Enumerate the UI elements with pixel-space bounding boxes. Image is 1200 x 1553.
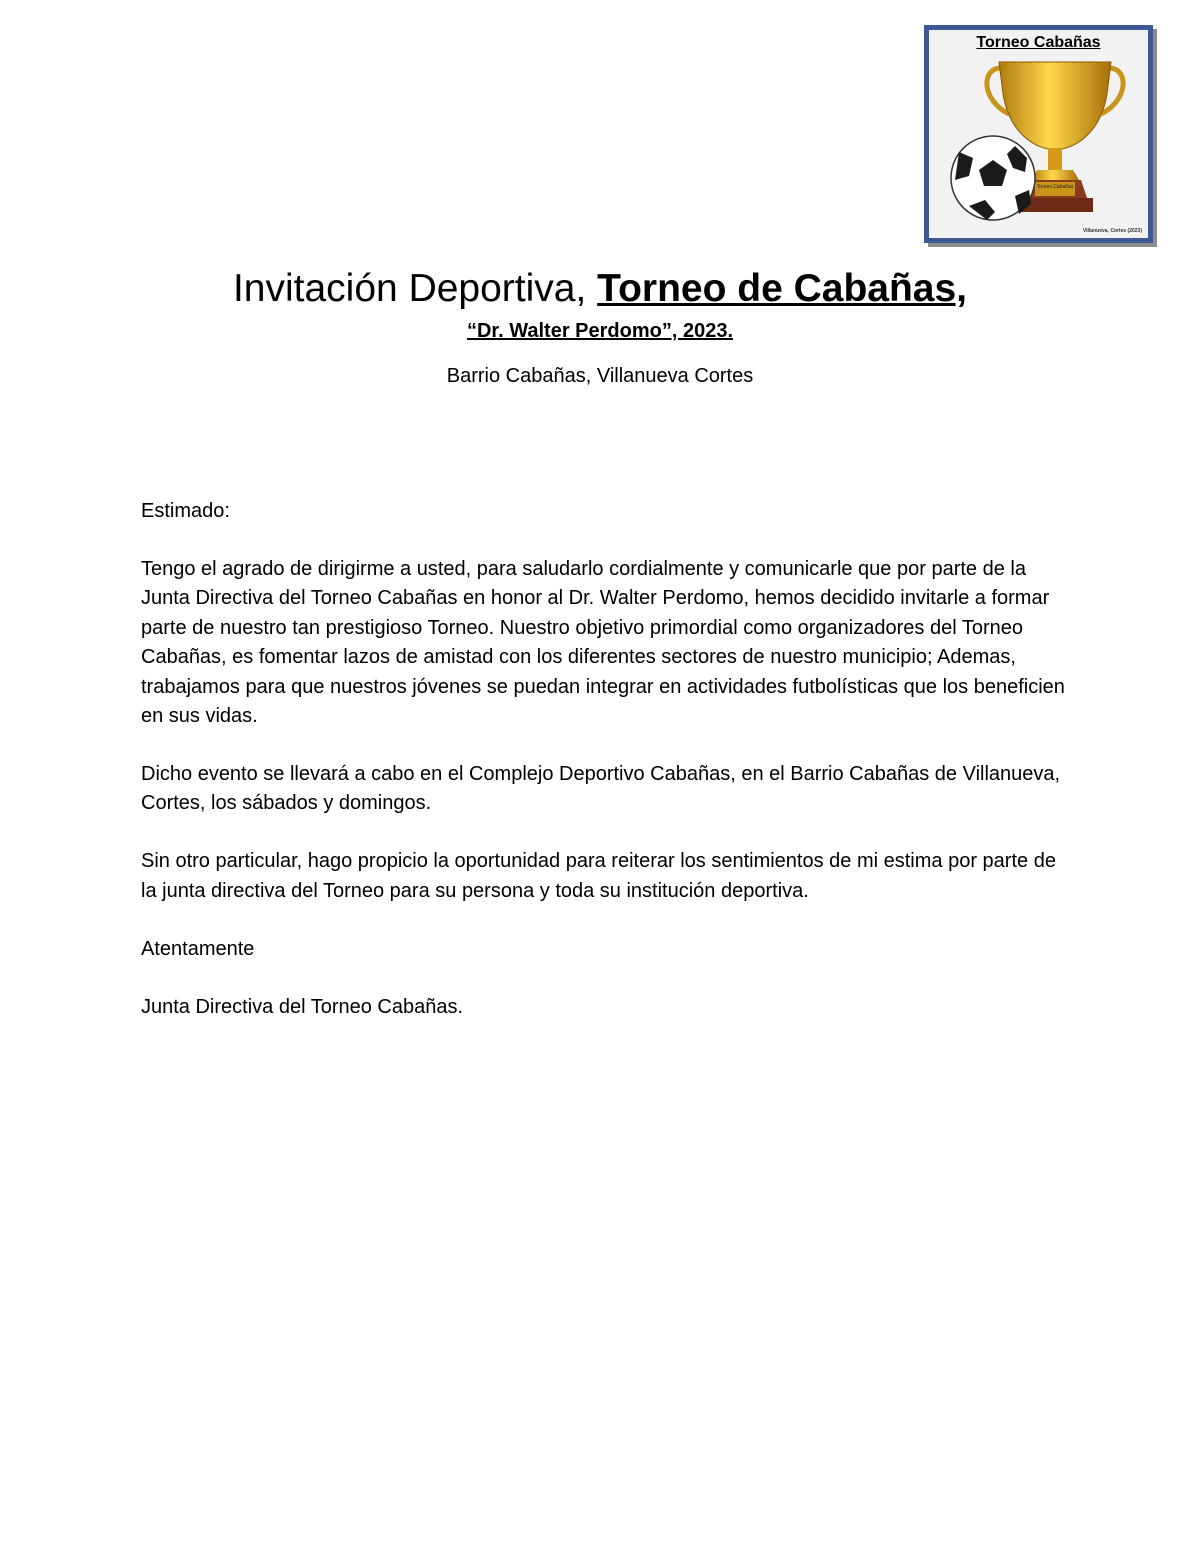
logo-caption: Villanueva, Cortes (2023)	[1082, 228, 1142, 234]
title-bold: Torneo de Cabañas,	[597, 267, 968, 310]
closing-salutation: Atentamente	[141, 937, 255, 960]
greeting: Estimado:	[141, 500, 230, 522]
location-line: Barrio Cabañas, Villanueva Cortes	[446, 365, 754, 387]
title-plain: Invitación Deportiva,	[232, 267, 598, 310]
signature: Junta Directiva del Torneo Cabañas.	[141, 995, 464, 1018]
logo-title: Torneo Cabañas	[976, 34, 1101, 51]
paragraph-event: Dicho evento se llevará a cabo en el Complejo Deportivo Cabañas, en el Barrio Cabañas de Villanueva, Cortes, los sábados y domingos.	[141, 763, 1061, 815]
trophy-and-ball-icon	[929, 30, 1148, 238]
tournament-logo	[924, 25, 1153, 243]
page-title	[0, 266, 1200, 312]
letter-body	[141, 497, 1071, 1051]
trophy-plate-text: Torneo Cabañas	[1036, 184, 1074, 190]
paragraph-closing: Sin otro particular, hago propicio la oportunidad para reiterar los sentimientos de mi estima por parte de la junta directiva del Torneo para su persona y toda su institución deportiva.	[141, 850, 1056, 902]
paragraph-invitation: Tengo el agrado de dirigirme a usted, para saludarlo cordialmente y comunicarle que por parte de la Junta Directiva del Torneo Cabañas en honor al Dr. Walter Perdomo, hemos decidido invitarle a formar parte de nuestro tan prestigioso Torneo. Nuestro objetivo primordial como organizadores del Torneo Cabañas, es fomentar lazos de amistad con los diferentes sectores de nuestro municipio; Ademas, trabajamos para que nuestros jóvenes se puedan integrar en actividades futbolísticas que los beneficien en sus vidas.	[141, 558, 1065, 728]
page-subtitle: “Dr. Walter Perdomo”, 2023.	[466, 320, 733, 342]
